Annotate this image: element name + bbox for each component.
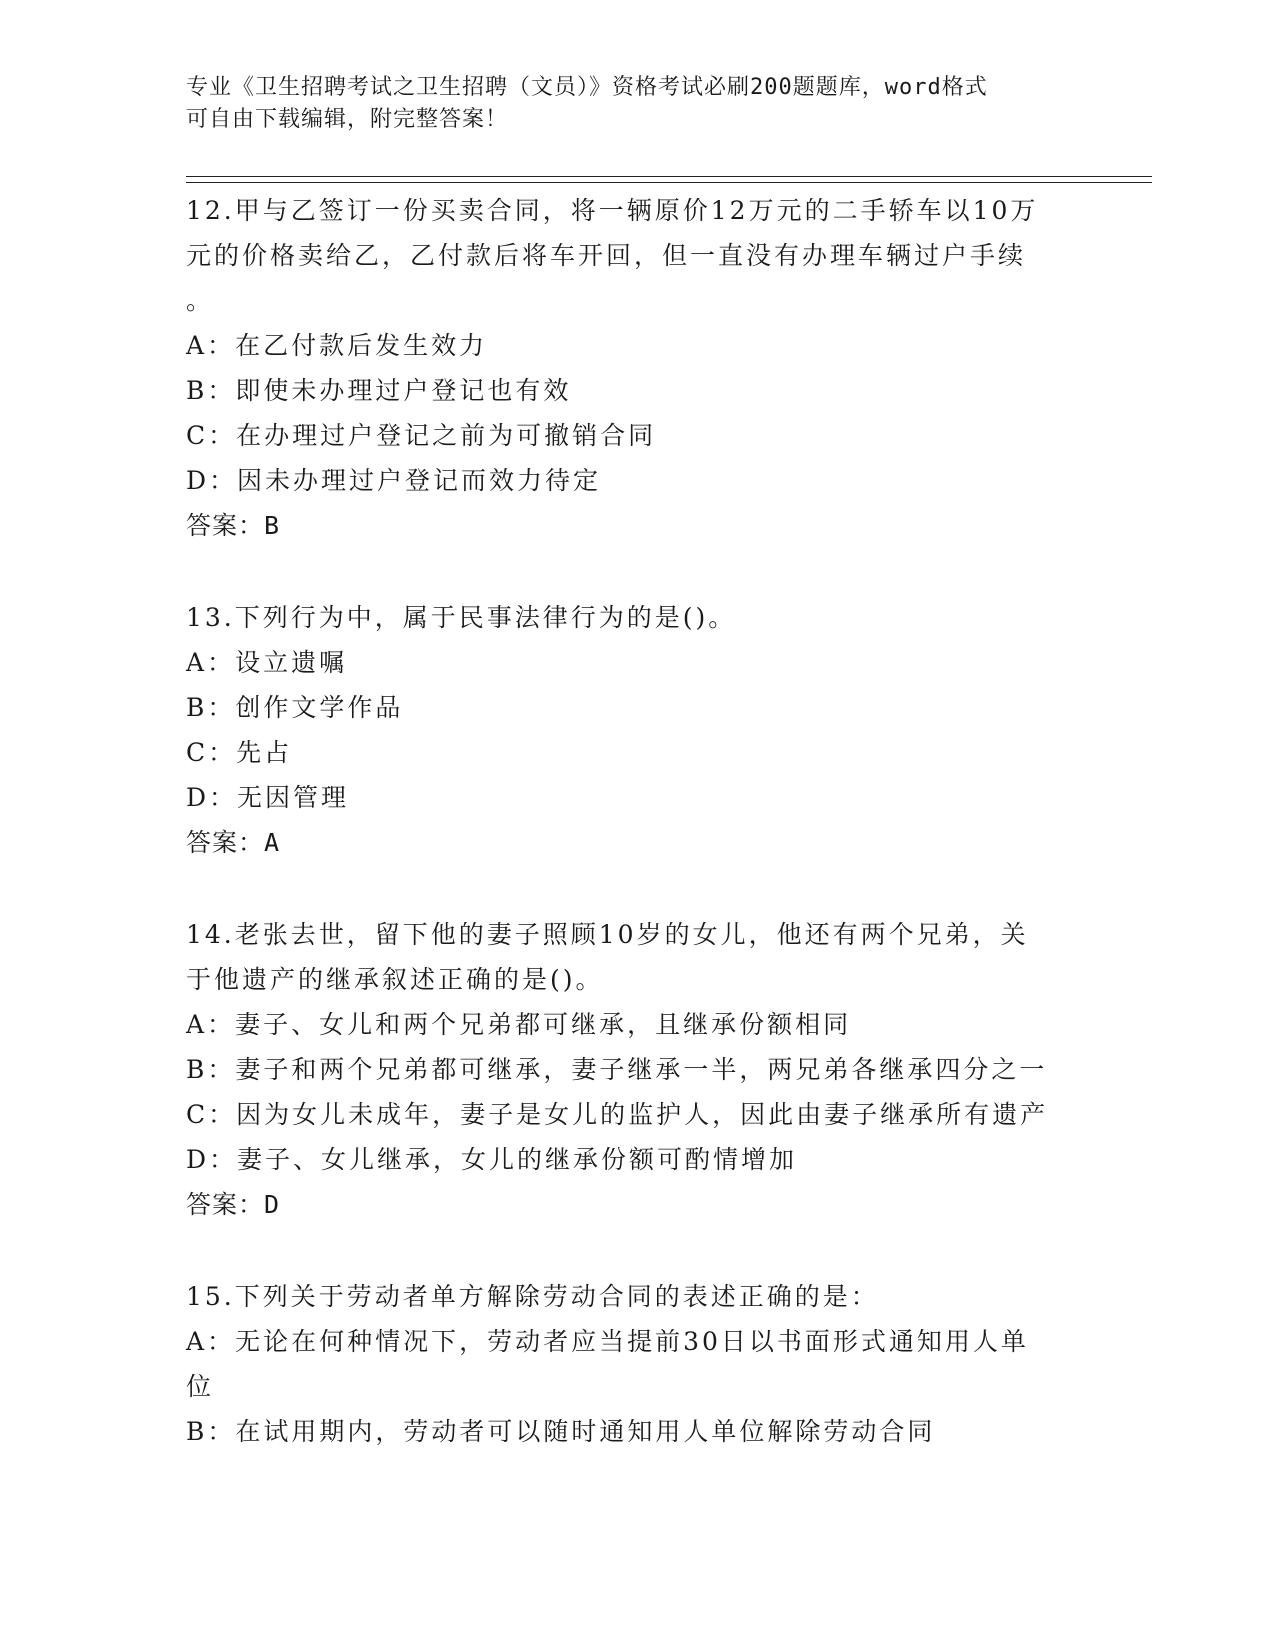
option-text: 位: [186, 1372, 215, 1401]
option-text: 创作文学作品: [235, 693, 404, 722]
answer-label: 答案：: [186, 1190, 265, 1219]
option-label: A：: [186, 648, 236, 677]
option-a: [186, 323, 1086, 368]
header-divider-bottom: [186, 182, 1152, 183]
header-divider-top: [186, 176, 1152, 177]
option-text: 因未办理过户登记而效力待定: [237, 466, 602, 495]
option-label: B：: [186, 693, 236, 722]
option-text: 先占: [236, 738, 293, 767]
option-text: 设立遗嘱: [235, 648, 348, 677]
question-text-line: 于他遗产的继承叙述正确的是()。: [186, 965, 604, 994]
question-text-line: [186, 595, 1086, 640]
question-text-line: [186, 188, 1086, 233]
option-text: 在办理过户登记之前为可撤销合同: [236, 421, 657, 450]
option-a: [186, 640, 1086, 685]
option-text: 妻子、女儿和两个兄弟都可继承，且继承份额相同: [235, 1010, 852, 1039]
option-label: A：: [186, 1327, 236, 1356]
header-line-2: 可自由下载编辑，附完整答案！: [186, 107, 509, 132]
option-label: D：: [186, 1145, 238, 1174]
option-label: D：: [186, 466, 238, 495]
question-14: [186, 912, 1086, 1227]
question-number: 13.: [186, 603, 235, 632]
answer-label: 答案：: [186, 828, 265, 857]
option-label: A：: [186, 331, 236, 360]
option-text: 妻子、女儿继承，女儿的继承份额可酌情增加: [237, 1145, 798, 1174]
option-d: [186, 458, 1086, 503]
question-12: [186, 188, 1086, 548]
option-label: C：: [186, 421, 237, 450]
question-text-line: 。: [186, 286, 215, 315]
question-15: [186, 1274, 1086, 1454]
option-label: A：: [186, 1010, 236, 1039]
option-label: B：: [186, 1055, 236, 1084]
question-list: [186, 188, 1086, 1501]
option-c: [186, 1092, 1086, 1137]
answer-value: D: [264, 1190, 281, 1219]
answer-line: [186, 503, 1086, 548]
question-text-line: 元的价格卖给乙，乙付款后将车开回，但一直没有办理车辆过户手续: [186, 241, 1027, 270]
option-text: 在试用期内，劳动者可以随时通知用人单位解除劳动合同: [235, 1417, 936, 1446]
document-header: [186, 72, 1066, 136]
option-label: C：: [186, 738, 237, 767]
question-text: 老张去世，留下他的妻子照顾10岁的女儿，他还有两个兄弟，关: [234, 920, 1029, 949]
question-number: 14.: [186, 920, 235, 949]
option-b: [186, 1409, 1086, 1454]
option-label: D：: [186, 783, 238, 812]
question-number: 12.: [186, 196, 235, 225]
question-13: [186, 595, 1086, 865]
option-text: 因为女儿未成年，妻子是女儿的监护人，因此由妻子继承所有遗产: [236, 1100, 1049, 1129]
answer-line: [186, 1182, 1086, 1227]
option-c: [186, 413, 1086, 458]
question-text-line: [186, 1274, 1086, 1319]
option-text: 在乙付款后发生效力: [235, 331, 488, 360]
option-label: B：: [186, 1417, 236, 1446]
option-b: [186, 368, 1086, 413]
option-text: 无因管理: [237, 783, 350, 812]
option-b: [186, 1047, 1086, 1092]
option-a-continued: [186, 1364, 1086, 1409]
header-line-1: 专业《卫生招聘考试之卫生招聘（文员）》资格考试必刷200题题库，word格式: [186, 75, 988, 100]
option-d: [186, 775, 1086, 820]
answer-line: [186, 820, 1086, 865]
question-number: 15.: [186, 1282, 235, 1311]
option-text: 无论在何种情况下，劳动者应当提前30日以书面形式通知用人单: [235, 1327, 1029, 1356]
option-c: [186, 730, 1086, 775]
option-b: [186, 685, 1086, 730]
option-text: 即使未办理过户登记也有效: [235, 376, 572, 405]
option-label: B：: [186, 376, 236, 405]
question-text-line: [186, 912, 1086, 957]
option-a: [186, 1002, 1086, 1047]
question-text: 下列关于劳动者单方解除劳动合同的表述正确的是：: [234, 1282, 879, 1311]
answer-value: B: [264, 511, 281, 540]
question-text: 甲与乙签订一份买卖合同，将一辆原价12万元的二手轿车以10万: [234, 196, 1039, 225]
option-d: [186, 1137, 1086, 1182]
answer-label: 答案：: [186, 511, 265, 540]
answer-value: A: [264, 828, 281, 857]
question-text: 下列行为中，属于民事法律行为的是()。: [234, 603, 737, 632]
option-label: C：: [186, 1100, 237, 1129]
option-a: [186, 1319, 1086, 1364]
option-text: 妻子和两个兄弟都可继承，妻子继承一半，两兄弟各继承四分之一: [235, 1055, 1048, 1084]
